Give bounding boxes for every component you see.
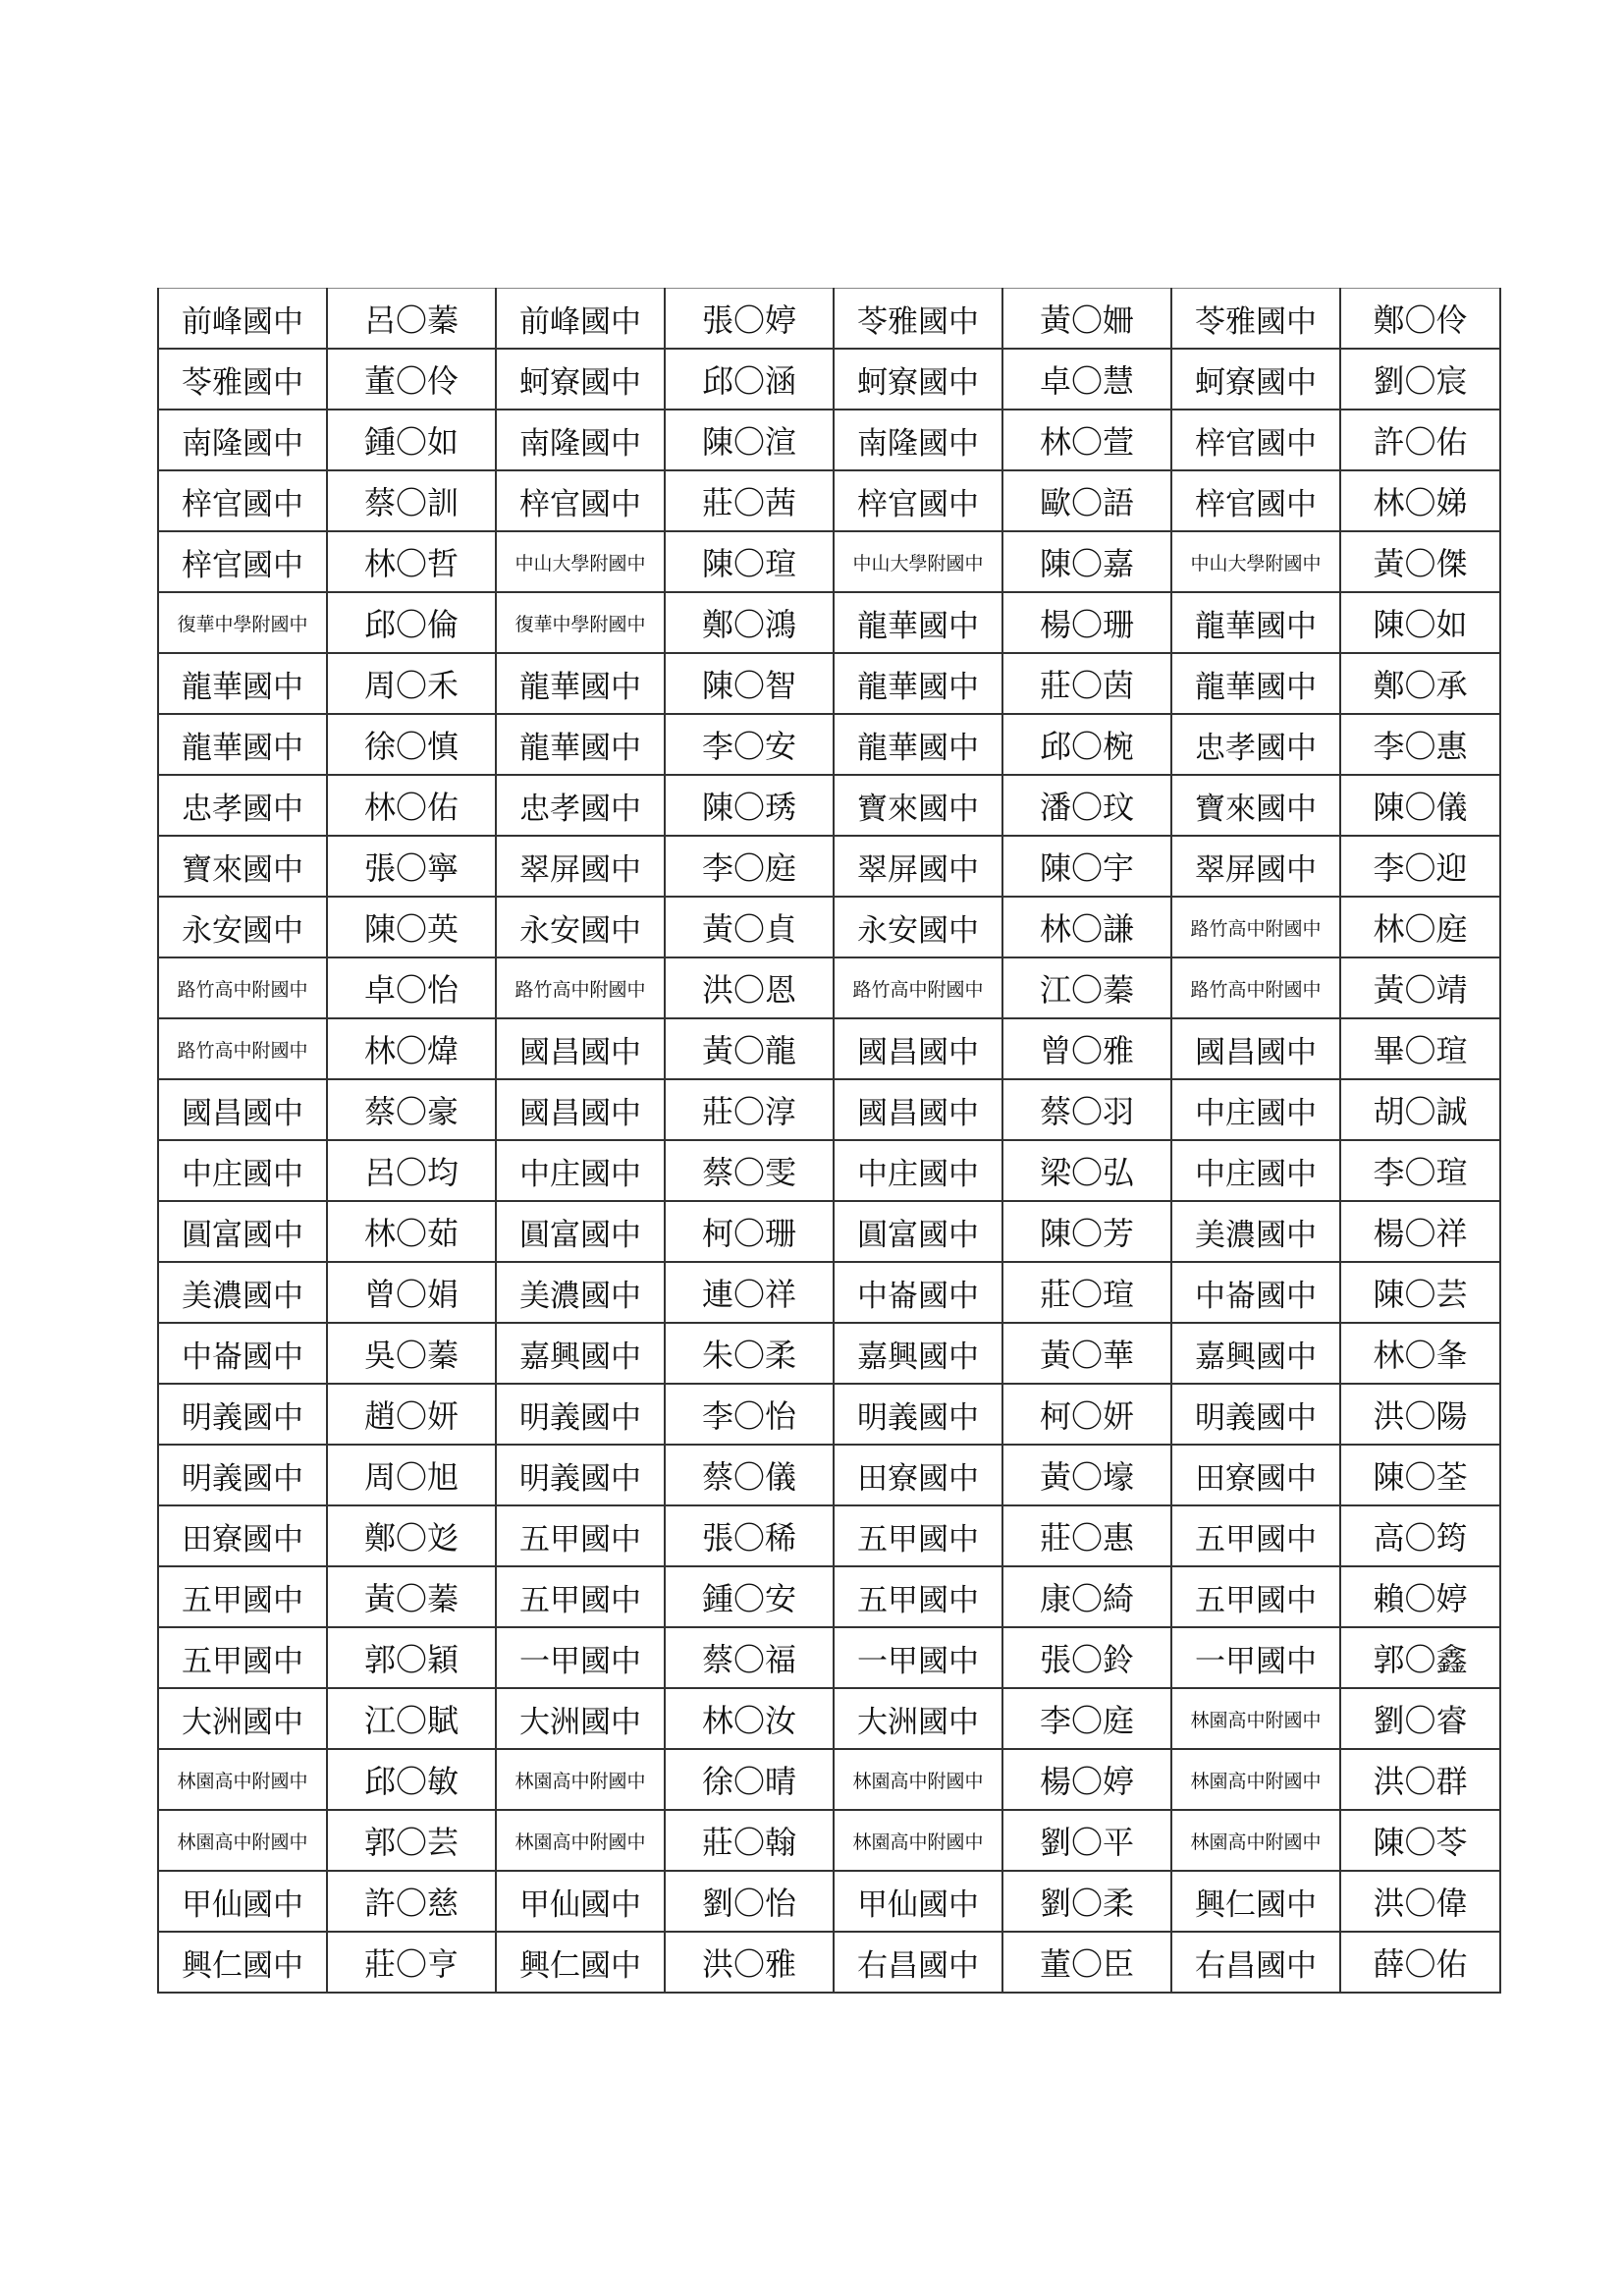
student-name-cell: 楊〇婷 [1002, 1749, 1171, 1810]
school-name-cell: 路竹高中附國中 [1171, 957, 1340, 1018]
school-name-cell: 龍華國中 [496, 714, 665, 775]
school-name-cell: 永安國中 [834, 897, 1002, 957]
school-name-cell: 林園高中附國中 [1171, 1749, 1340, 1810]
school-name-cell: 翠屏國中 [496, 836, 665, 897]
student-name-cell: 許〇慈 [327, 1871, 496, 1932]
school-name-cell: 路竹高中附國中 [158, 1018, 327, 1079]
student-name-cell: 李〇惠 [1340, 714, 1500, 775]
student-name-cell: 張〇婷 [665, 289, 834, 350]
student-name-cell: 卓〇怡 [327, 957, 496, 1018]
school-name-cell: 甲仙國中 [158, 1871, 327, 1932]
student-name-cell: 劉〇柔 [1002, 1871, 1171, 1932]
table-row [158, 1140, 1500, 1201]
school-name-cell: 苓雅國中 [1171, 289, 1340, 350]
school-name-cell: 興仁國中 [1171, 1871, 1340, 1932]
school-name-cell: 忠孝國中 [496, 775, 665, 836]
school-name-cell: 忠孝國中 [1171, 714, 1340, 775]
student-name-cell: 張〇稀 [665, 1505, 834, 1566]
school-name-cell: 中庄國中 [1171, 1079, 1340, 1140]
student-name-cell: 李〇迎 [1340, 836, 1500, 897]
school-name-cell: 林園高中附國中 [834, 1810, 1002, 1871]
school-name-cell: 明義國中 [158, 1445, 327, 1505]
table-row [158, 1627, 1500, 1688]
student-name-cell: 洪〇恩 [665, 957, 834, 1018]
student-name-cell: 江〇蓁 [1002, 957, 1171, 1018]
student-name-cell: 鄭〇鴻 [665, 592, 834, 653]
school-name-cell: 大洲國中 [158, 1688, 327, 1749]
school-name-cell: 林園高中附國中 [834, 1749, 1002, 1810]
school-name-cell: 中崙國中 [834, 1262, 1002, 1323]
student-name-cell: 莊〇惠 [1002, 1505, 1171, 1566]
school-name-cell: 圓富國中 [158, 1201, 327, 1262]
school-name-cell: 中庄國中 [834, 1140, 1002, 1201]
school-name-cell: 大洲國中 [496, 1688, 665, 1749]
school-name-cell: 甲仙國中 [496, 1871, 665, 1932]
student-name-cell: 徐〇晴 [665, 1749, 834, 1810]
table-row [158, 1384, 1500, 1445]
school-name-cell: 蚵寮國中 [496, 349, 665, 410]
student-name-cell: 朱〇柔 [665, 1323, 834, 1384]
school-name-cell: 梓官國中 [158, 470, 327, 531]
school-name-cell: 中山大學附國中 [496, 531, 665, 592]
student-name-cell: 周〇禾 [327, 653, 496, 714]
school-name-cell: 國昌國中 [496, 1079, 665, 1140]
school-name-cell: 甲仙國中 [834, 1871, 1002, 1932]
school-name-cell: 田寮國中 [1171, 1445, 1340, 1505]
school-name-cell: 梓官國中 [834, 470, 1002, 531]
school-name-cell: 國昌國中 [834, 1018, 1002, 1079]
student-name-cell: 賴〇婷 [1340, 1566, 1500, 1627]
student-name-cell: 莊〇亨 [327, 1932, 496, 1993]
student-name-cell: 陳〇苓 [1340, 1810, 1500, 1871]
table-row [158, 531, 1500, 592]
school-name-cell: 右昌國中 [1171, 1932, 1340, 1993]
student-name-cell: 黃〇壕 [1002, 1445, 1171, 1505]
table-row [158, 1505, 1500, 1566]
school-name-cell: 翠屏國中 [1171, 836, 1340, 897]
student-name-cell: 張〇鈴 [1002, 1627, 1171, 1688]
school-name-cell: 五甲國中 [834, 1566, 1002, 1627]
school-name-cell: 國昌國中 [834, 1079, 1002, 1140]
school-name-cell: 苓雅國中 [834, 289, 1002, 350]
student-name-cell: 陳〇荃 [1340, 1445, 1500, 1505]
school-name-cell: 龍華國中 [158, 653, 327, 714]
school-name-cell: 中崙國中 [158, 1323, 327, 1384]
school-name-cell: 南隆國中 [158, 410, 327, 470]
school-name-cell: 右昌國中 [834, 1932, 1002, 1993]
school-name-cell: 明義國中 [496, 1445, 665, 1505]
school-name-cell: 明義國中 [1171, 1384, 1340, 1445]
student-name-cell: 曾〇雅 [1002, 1018, 1171, 1079]
student-name-cell: 李〇庭 [665, 836, 834, 897]
school-name-cell: 林園高中附國中 [1171, 1810, 1340, 1871]
student-name-cell: 柯〇珊 [665, 1201, 834, 1262]
student-name-cell: 陳〇智 [665, 653, 834, 714]
student-name-cell: 陳〇芸 [1340, 1262, 1500, 1323]
school-name-cell: 梓官國中 [158, 531, 327, 592]
school-name-cell: 龍華國中 [834, 653, 1002, 714]
school-name-cell: 林園高中附國中 [158, 1810, 327, 1871]
school-name-cell: 嘉興國中 [834, 1323, 1002, 1384]
student-name-cell: 柯〇妍 [1002, 1384, 1171, 1445]
student-name-cell: 薛〇佑 [1340, 1932, 1500, 1993]
student-name-cell: 李〇安 [665, 714, 834, 775]
school-name-cell: 美濃國中 [158, 1262, 327, 1323]
student-name-cell: 黃〇靖 [1340, 957, 1500, 1018]
school-name-cell: 蚵寮國中 [1171, 349, 1340, 410]
school-name-cell: 五甲國中 [158, 1627, 327, 1688]
school-name-cell: 龍華國中 [158, 714, 327, 775]
student-name-cell: 李〇瑄 [1340, 1140, 1500, 1201]
student-name-cell: 梁〇弘 [1002, 1140, 1171, 1201]
school-name-cell: 一甲國中 [1171, 1627, 1340, 1688]
table-row [158, 470, 1500, 531]
school-name-cell: 國昌國中 [158, 1079, 327, 1140]
student-name-cell: 李〇怡 [665, 1384, 834, 1445]
student-name-cell: 呂〇蓁 [327, 289, 496, 350]
school-name-cell: 龍華國中 [1171, 592, 1340, 653]
student-name-cell: 董〇伶 [327, 349, 496, 410]
school-name-cell: 南隆國中 [834, 410, 1002, 470]
school-name-cell: 中庄國中 [158, 1140, 327, 1201]
school-name-cell: 翠屏國中 [834, 836, 1002, 897]
school-name-cell: 中山大學附國中 [834, 531, 1002, 592]
student-name-cell: 楊〇祥 [1340, 1201, 1500, 1262]
student-name-cell: 劉〇平 [1002, 1810, 1171, 1871]
school-name-cell: 圓富國中 [496, 1201, 665, 1262]
student-name-cell: 連〇祥 [665, 1262, 834, 1323]
table-row [158, 289, 1500, 350]
student-name-cell: 林〇萱 [1002, 410, 1171, 470]
student-name-cell: 趙〇妍 [327, 1384, 496, 1445]
student-name-cell: 蔡〇雯 [665, 1140, 834, 1201]
school-name-cell: 梓官國中 [1171, 410, 1340, 470]
student-name-cell: 畢〇瑄 [1340, 1018, 1500, 1079]
school-name-cell: 龍華國中 [834, 592, 1002, 653]
student-name-cell: 林〇汝 [665, 1688, 834, 1749]
student-name-cell: 邱〇涵 [665, 349, 834, 410]
student-name-cell: 洪〇雅 [665, 1932, 834, 1993]
student-name-cell: 陳〇瑄 [665, 531, 834, 592]
student-name-cell: 黃〇傑 [1340, 531, 1500, 592]
table-row [158, 1079, 1500, 1140]
student-name-cell: 楊〇珊 [1002, 592, 1171, 653]
school-name-cell: 梓官國中 [496, 470, 665, 531]
school-name-cell: 寶來國中 [158, 836, 327, 897]
student-name-cell: 高〇筠 [1340, 1505, 1500, 1566]
school-name-cell: 前峰國中 [496, 289, 665, 350]
school-name-cell: 田寮國中 [158, 1505, 327, 1566]
student-name-cell: 曾〇娟 [327, 1262, 496, 1323]
student-name-cell: 邱〇椀 [1002, 714, 1171, 775]
school-name-cell: 中庄國中 [496, 1140, 665, 1201]
table-body [158, 289, 1500, 1994]
school-name-cell: 林園高中附國中 [496, 1810, 665, 1871]
table-row [158, 1201, 1500, 1262]
school-name-cell: 大洲國中 [834, 1688, 1002, 1749]
student-name-cell: 歐〇語 [1002, 470, 1171, 531]
school-name-cell: 永安國中 [158, 897, 327, 957]
school-name-cell: 路竹高中附國中 [834, 957, 1002, 1018]
student-name-cell: 鄭〇彣 [327, 1505, 496, 1566]
student-name-cell: 林〇娣 [1340, 470, 1500, 531]
school-name-cell: 路竹高中附國中 [1171, 897, 1340, 957]
table-row [158, 1932, 1500, 1993]
student-name-cell: 胡〇誠 [1340, 1079, 1500, 1140]
student-name-cell: 陳〇宇 [1002, 836, 1171, 897]
school-name-cell: 龍華國中 [496, 653, 665, 714]
school-name-cell: 中山大學附國中 [1171, 531, 1340, 592]
table-row [158, 1566, 1500, 1627]
student-name-cell: 林〇謙 [1002, 897, 1171, 957]
student-name-cell: 林〇佑 [327, 775, 496, 836]
student-school-table [157, 288, 1501, 1994]
student-name-cell: 陳〇嘉 [1002, 531, 1171, 592]
table-row [158, 897, 1500, 957]
student-name-cell: 陳〇琇 [665, 775, 834, 836]
school-name-cell: 寶來國中 [834, 775, 1002, 836]
school-name-cell: 林園高中附國中 [1171, 1688, 1340, 1749]
student-name-cell: 莊〇淳 [665, 1079, 834, 1140]
student-name-cell: 林〇庭 [1340, 897, 1500, 957]
school-name-cell: 龍華國中 [1171, 653, 1340, 714]
student-name-cell: 邱〇敏 [327, 1749, 496, 1810]
student-name-cell: 劉〇宸 [1340, 349, 1500, 410]
table-row [158, 1688, 1500, 1749]
school-name-cell: 興仁國中 [158, 1932, 327, 1993]
table-row [158, 1262, 1500, 1323]
school-name-cell: 苓雅國中 [158, 349, 327, 410]
school-name-cell: 明義國中 [158, 1384, 327, 1445]
student-name-cell: 莊〇翰 [665, 1810, 834, 1871]
school-name-cell: 五甲國中 [1171, 1566, 1340, 1627]
school-name-cell: 國昌國中 [496, 1018, 665, 1079]
student-name-cell: 劉〇怡 [665, 1871, 834, 1932]
student-name-cell: 陳〇渲 [665, 410, 834, 470]
school-name-cell: 蚵寮國中 [834, 349, 1002, 410]
table-row [158, 714, 1500, 775]
student-name-cell: 陳〇芳 [1002, 1201, 1171, 1262]
student-name-cell: 黃〇華 [1002, 1323, 1171, 1384]
school-name-cell: 興仁國中 [496, 1932, 665, 1993]
student-name-cell: 卓〇慧 [1002, 349, 1171, 410]
student-name-cell: 林〇哲 [327, 531, 496, 592]
school-name-cell: 復華中學附國中 [496, 592, 665, 653]
school-name-cell: 明義國中 [496, 1384, 665, 1445]
student-name-cell: 陳〇如 [1340, 592, 1500, 653]
school-name-cell: 嘉興國中 [496, 1323, 665, 1384]
school-name-cell: 田寮國中 [834, 1445, 1002, 1505]
student-name-cell: 莊〇茜 [665, 470, 834, 531]
school-name-cell: 五甲國中 [1171, 1505, 1340, 1566]
school-name-cell: 路竹高中附國中 [158, 957, 327, 1018]
student-name-cell: 陳〇英 [327, 897, 496, 957]
table-row [158, 1871, 1500, 1932]
student-name-cell: 黃〇貞 [665, 897, 834, 957]
student-name-cell: 林〇茹 [327, 1201, 496, 1262]
student-name-cell: 鍾〇安 [665, 1566, 834, 1627]
student-name-cell: 林〇夆 [1340, 1323, 1500, 1384]
student-name-cell: 董〇臣 [1002, 1932, 1171, 1993]
student-name-cell: 洪〇群 [1340, 1749, 1500, 1810]
student-name-cell: 康〇綺 [1002, 1566, 1171, 1627]
student-name-cell: 周〇旭 [327, 1445, 496, 1505]
student-name-cell: 郭〇芸 [327, 1810, 496, 1871]
student-name-cell: 蔡〇羽 [1002, 1079, 1171, 1140]
student-name-cell: 蔡〇儀 [665, 1445, 834, 1505]
school-name-cell: 中庄國中 [1171, 1140, 1340, 1201]
school-name-cell: 忠孝國中 [158, 775, 327, 836]
table-row [158, 775, 1500, 836]
school-name-cell: 前峰國中 [158, 289, 327, 350]
school-name-cell: 南隆國中 [496, 410, 665, 470]
table-row [158, 1749, 1500, 1810]
school-name-cell: 一甲國中 [834, 1627, 1002, 1688]
student-name-cell: 蔡〇訓 [327, 470, 496, 531]
student-name-cell: 劉〇睿 [1340, 1688, 1500, 1749]
student-name-cell: 蔡〇福 [665, 1627, 834, 1688]
student-name-cell: 鄭〇承 [1340, 653, 1500, 714]
school-name-cell: 復華中學附國中 [158, 592, 327, 653]
school-name-cell: 明義國中 [834, 1384, 1002, 1445]
student-name-cell: 徐〇慎 [327, 714, 496, 775]
student-name-cell: 鄭〇伶 [1340, 289, 1500, 350]
school-name-cell: 路竹高中附國中 [496, 957, 665, 1018]
student-name-cell: 郭〇鑫 [1340, 1627, 1500, 1688]
student-name-cell: 潘〇玟 [1002, 775, 1171, 836]
student-name-cell: 李〇庭 [1002, 1688, 1171, 1749]
school-name-cell: 林園高中附國中 [496, 1749, 665, 1810]
student-name-cell: 黃〇龍 [665, 1018, 834, 1079]
school-name-cell: 國昌國中 [1171, 1018, 1340, 1079]
student-name-cell: 許〇佑 [1340, 410, 1500, 470]
table-row [158, 592, 1500, 653]
student-name-cell: 郭〇穎 [327, 1627, 496, 1688]
student-name-cell: 蔡〇豪 [327, 1079, 496, 1140]
student-name-cell: 鍾〇如 [327, 410, 496, 470]
table-row [158, 957, 1500, 1018]
school-name-cell: 永安國中 [496, 897, 665, 957]
school-name-cell: 嘉興國中 [1171, 1323, 1340, 1384]
student-name-cell: 張〇寧 [327, 836, 496, 897]
table-row [158, 349, 1500, 410]
student-name-cell: 陳〇儀 [1340, 775, 1500, 836]
table-row [158, 1810, 1500, 1871]
school-name-cell: 美濃國中 [496, 1262, 665, 1323]
table-row [158, 836, 1500, 897]
school-name-cell: 中崙國中 [1171, 1262, 1340, 1323]
student-name-cell: 吳〇蓁 [327, 1323, 496, 1384]
student-name-cell: 莊〇茵 [1002, 653, 1171, 714]
school-name-cell: 五甲國中 [496, 1505, 665, 1566]
school-name-cell: 一甲國中 [496, 1627, 665, 1688]
school-name-cell: 龍華國中 [834, 714, 1002, 775]
student-name-cell: 黃〇姍 [1002, 289, 1171, 350]
school-name-cell: 五甲國中 [158, 1566, 327, 1627]
table-row [158, 1445, 1500, 1505]
school-name-cell: 寶來國中 [1171, 775, 1340, 836]
student-name-cell: 林〇煒 [327, 1018, 496, 1079]
table-row [158, 410, 1500, 470]
student-name-cell: 洪〇偉 [1340, 1871, 1500, 1932]
student-name-cell: 邱〇倫 [327, 592, 496, 653]
table-row [158, 1323, 1500, 1384]
school-name-cell: 五甲國中 [496, 1566, 665, 1627]
school-name-cell: 梓官國中 [1171, 470, 1340, 531]
student-name-cell: 莊〇瑄 [1002, 1262, 1171, 1323]
school-name-cell: 五甲國中 [834, 1505, 1002, 1566]
student-name-cell: 呂〇均 [327, 1140, 496, 1201]
student-name-cell: 江〇賦 [327, 1688, 496, 1749]
table-row [158, 1018, 1500, 1079]
student-name-cell: 洪〇陽 [1340, 1384, 1500, 1445]
school-name-cell: 林園高中附國中 [158, 1749, 327, 1810]
table-row [158, 653, 1500, 714]
school-name-cell: 美濃國中 [1171, 1201, 1340, 1262]
school-name-cell: 圓富國中 [834, 1201, 1002, 1262]
student-name-cell: 黃〇蓁 [327, 1566, 496, 1627]
